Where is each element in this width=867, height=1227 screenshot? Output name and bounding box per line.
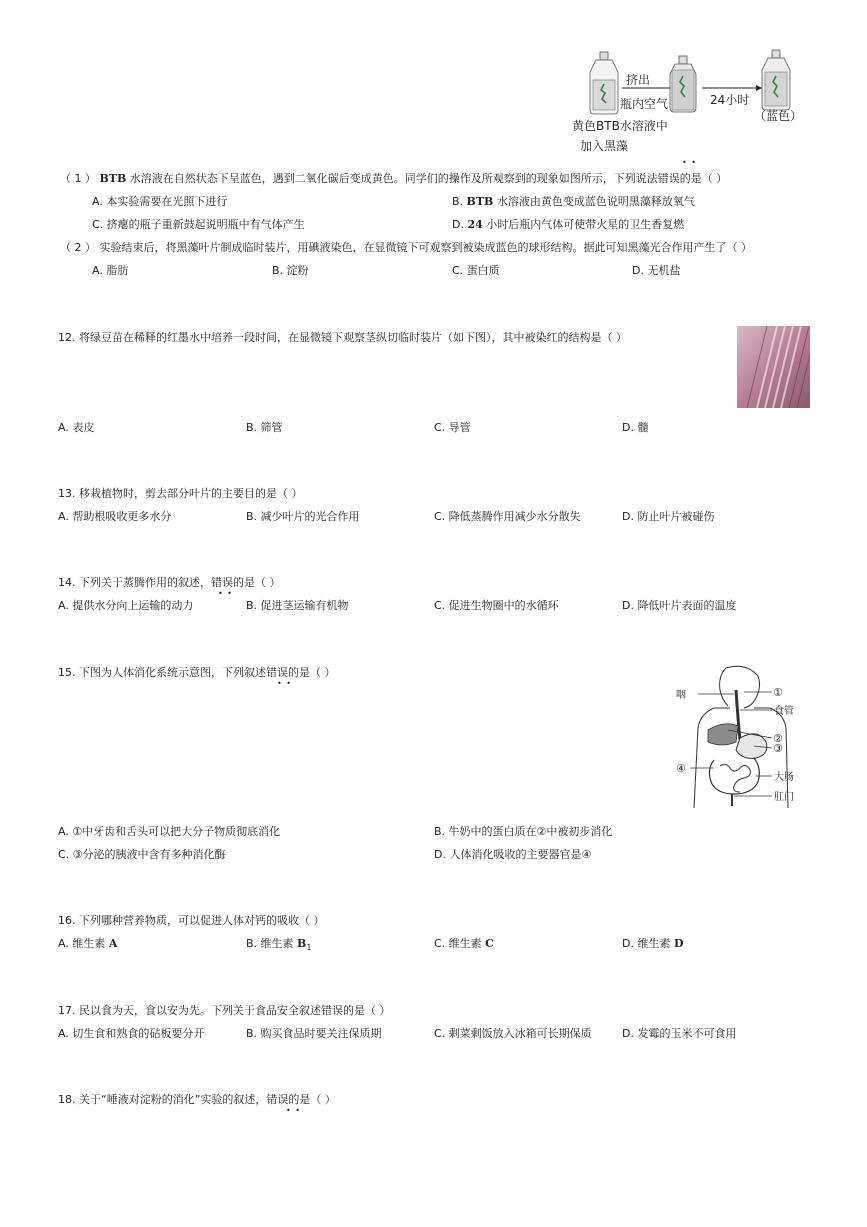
- q11-p2-stem: [60, 241, 752, 255]
- q11-p1-option-c[interactable]: C. 挤瘪的瓶子重新鼓起说明瓶中有气体产生: [92, 218, 305, 231]
- q17-option-c[interactable]: C. 剩菜剩饭放入冰箱可长期保质: [434, 1027, 592, 1040]
- q16-option-d[interactable]: D. 维生素 D: [622, 937, 684, 950]
- q11-p1-btb: BTB: [99, 172, 127, 185]
- q11-p2-option-b[interactable]: B. 淀粉: [272, 264, 309, 277]
- q11-p2-number: （ 2 ）: [60, 241, 96, 254]
- q12-option-a[interactable]: A. 表皮: [58, 421, 95, 434]
- arrow2-label: 24小时: [710, 93, 750, 107]
- q12-option-c[interactable]: C. 导管: [434, 421, 471, 434]
- q16-option-c[interactable]: C. 维生素 C: [434, 937, 494, 950]
- q17-option-a[interactable]: A. 切生食和熟食的砧板要分开: [58, 1027, 205, 1040]
- arrow1-top-label: 挤出: [626, 73, 651, 87]
- emphasis-dots: • •: [218, 589, 233, 598]
- q11-p1-stem: [60, 172, 727, 186]
- result-label: （蓝色）: [754, 109, 803, 123]
- q14-option-d[interactable]: D. 降低叶片表面的温度: [622, 599, 737, 612]
- q15-option-d[interactable]: D. 人体消化吸收的主要器官是④: [434, 848, 592, 861]
- q12-option-b[interactable]: B. 筛管: [246, 421, 283, 434]
- q12-option-d[interactable]: D. 髓: [622, 421, 649, 434]
- label-large-intestine: 大肠: [774, 772, 794, 783]
- q13-option-b[interactable]: B. 减少叶片的光合作用: [246, 510, 360, 523]
- q17-stem: 17. 民以食为天，食以安为先。下列关于食品安全叙述错误的是（ ）: [58, 1004, 391, 1017]
- label-3: ③: [773, 742, 783, 755]
- q11-p1-option-d[interactable]: D. 24 小时后瓶内气体可使带火星的卫生香复燃: [452, 218, 685, 231]
- q11-p2-option-d[interactable]: D. 无机盐: [632, 264, 681, 277]
- q14-stem: 14. 下列关于蒸腾作用的叙述，错误的是（ ）: [58, 576, 281, 589]
- q11-p1-option-a[interactable]: A. 本实验需要在光照下进行: [92, 195, 228, 208]
- bottle-2: [670, 56, 696, 112]
- label-esophagus: 食管: [774, 706, 794, 717]
- emphasis-dots: • •: [682, 158, 697, 167]
- caption-line2: 加入黑藻: [580, 139, 629, 153]
- label-2: ②: [773, 732, 783, 745]
- q11-p2-option-a[interactable]: A. 脂肪: [92, 264, 129, 277]
- q15-option-b[interactable]: B. 牛奶中的蛋白质在②中被初步消化: [434, 825, 613, 838]
- micrograph-image: [737, 326, 810, 408]
- bottle-1: [590, 52, 618, 114]
- q13-stem: 13. 移栽植物时，剪去部分叶片的主要目的是（ ）: [58, 487, 303, 500]
- label-anus: 肛门: [774, 792, 794, 803]
- label-1: ①: [773, 686, 783, 699]
- q13-option-a[interactable]: A. 帮助根吸收更多水分: [58, 510, 172, 523]
- q14-option-a[interactable]: A. 提供水分向上运输的动力: [58, 599, 194, 612]
- q11-p1-option-b[interactable]: B. BTB 水溶液由黄色变成蓝色说明黑藻释放氧气: [452, 195, 695, 208]
- q18-stem: 18. 关于“唾液对淀粉的消化”实验的叙述，错误的是（ ）: [58, 1093, 336, 1106]
- q15-stem: 15. 下图为人体消化系统示意图，下列叙述错误的是（ ）: [58, 666, 336, 679]
- q11-p1-text: 水溶液在自然状态下呈蓝色，遇到二氧化碳后变成黄色。同学们的操作及所观察到的现象如图所示，下列说法错误的是（ ）: [126, 172, 728, 185]
- digestive-system-diagram: [674, 664, 834, 808]
- q14-option-c[interactable]: C. 促进生物圈中的水循环: [434, 599, 559, 612]
- q16-stem: 16. 下列哪种营养物质，可以促进人体对钙的吸收（ ）: [58, 914, 325, 927]
- q11-p2-option-c[interactable]: C. 蛋白质: [452, 264, 500, 277]
- caption-line1: 黄色BTB水溶液中: [572, 119, 668, 133]
- label-4: ④: [676, 762, 686, 775]
- q16-option-a[interactable]: A. 维生素 A: [58, 937, 118, 950]
- arrow1-bottom-label: 瓶内空气: [620, 97, 669, 111]
- q13-option-d[interactable]: D. 防止叶片被碰伤: [622, 510, 715, 523]
- q17-option-d[interactable]: D. 发霉的玉米不可食用: [622, 1027, 737, 1040]
- q11-p1-number: （ 1 ）: [60, 172, 96, 185]
- btb-experiment-figure: [570, 48, 820, 158]
- q17-option-b[interactable]: B. 购买食品时要关注保质期: [246, 1027, 382, 1040]
- emphasis-dots: • •: [286, 1106, 301, 1115]
- q13-option-c[interactable]: C. 降低蒸腾作用减少水分散失: [434, 510, 581, 523]
- bottle-3: [762, 50, 790, 110]
- q12-stem: 12. 将绿豆苗在稀释的红墨水中培养一段时间，在显微镜下观察茎纵切临时装片（如下图），其中被染红的结构是（ ）: [58, 331, 627, 344]
- q16-option-b[interactable]: B. 维生素 $B_1$: [246, 937, 312, 953]
- emphasis-dots: • •: [277, 679, 292, 688]
- q15-option-c[interactable]: C. ③分泌的胰液中含有多种消化酶: [58, 848, 226, 861]
- q14-option-b[interactable]: B. 促进茎运输有机物: [246, 599, 349, 612]
- q11-p2-text: 实验结束后，将黑藻叶片制成临时装片，用碘液染色，在显微镜下可观察到被染成蓝色的球形结构。据此可知黑藻光合作用产生了（ ）: [99, 241, 752, 254]
- q15-option-a[interactable]: A. ①中牙齿和舌头可以把大分子物质彻底消化: [58, 825, 281, 838]
- label-mouth: 咽: [676, 690, 686, 701]
